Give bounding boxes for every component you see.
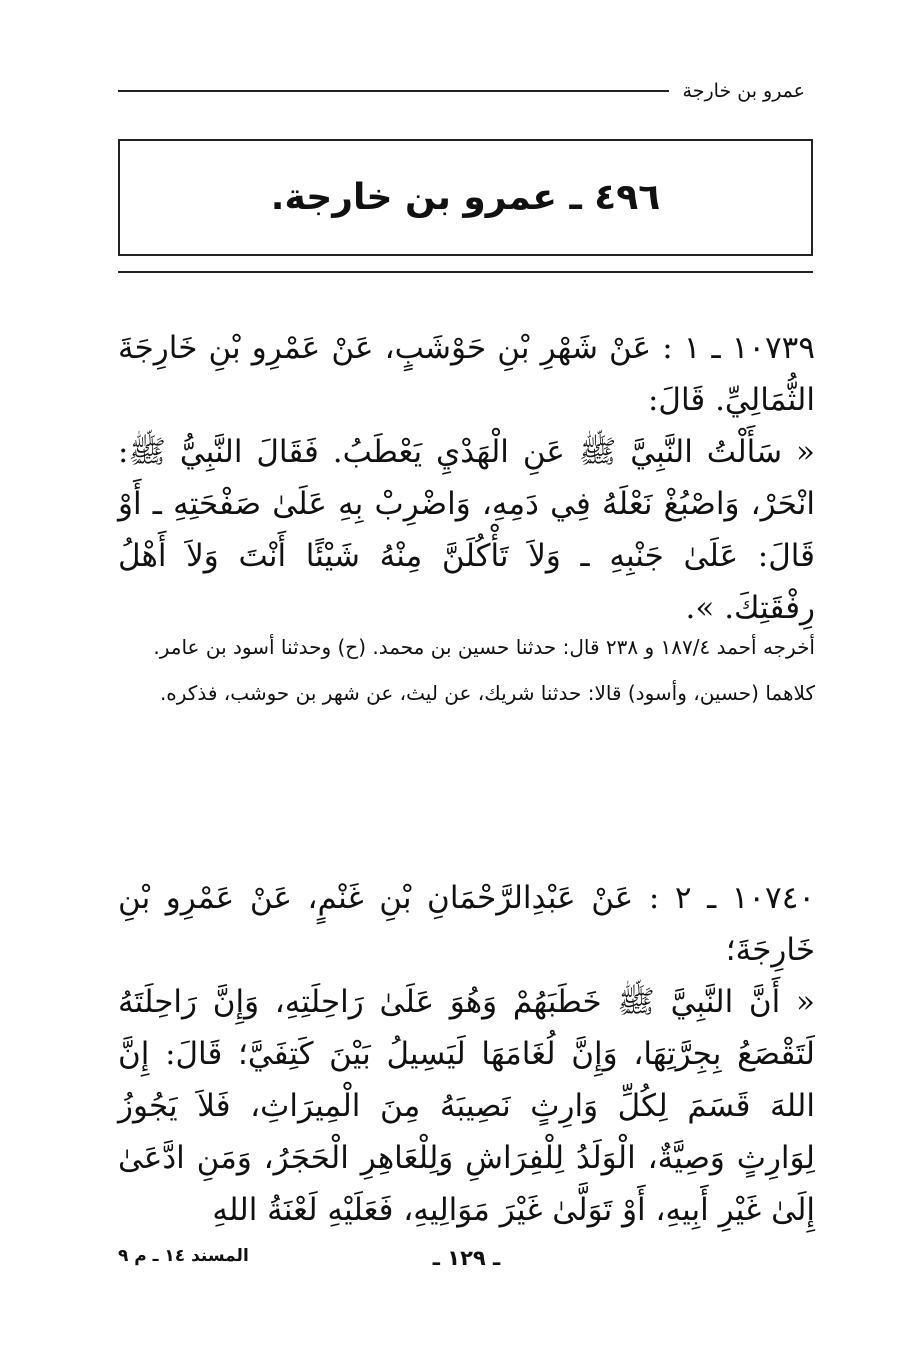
hadith-matn: « سَأَلْتُ النَّبِيَّ ﷺ عَنِ الْهَدْيِ يَعْطَبُ. فَقَالَ النَّبِيُّ ﷺ: انْحَرْ، وَاصْبُغْ نَعْلَهُ فِي دَمِهِ، وَاضْرِبْ بِهِ عَلَىٰ صَفْحَتِهِ ـ أَوْ قَالَ: عَلَىٰ جَنْبِهِ ـ وَلاَ تَأْكُلَنَّ مِنْهُ شَيْئًا أَنْتَ وَلاَ أَهْلُ رِفْقَتِكَ. ». <box>118 434 815 626</box>
hadith-10739 <box>118 322 815 634</box>
hadith-matn: « أَنَّ النَّبِيَّ ﷺ خَطَبَهُمْ وَهُوَ عَلَىٰ رَاحِلَتِهِ، وَإِنَّ رَاحِلَتَهُ لَتَقْصَعُ بِجِرَّتِهَا، وَإِنَّ لُغَامَهَا لَيَسِيلُ بَيْنَ كَتِفَيَّ؛ قَالَ: إِنَّ اللهَ قَسَمَ لِكُلِّ وَارِثٍ نَصِيبَهُ مِنَ الْمِيرَاثِ، فَلاَ يَجُوزُ لِوَارِثٍ وَصِيَّةٌ، الْوَلَدُ لِلْفِرَاشِ وَلِلْعَاهِرِ الْحَجَرُ، وَمَنِ ادَّعَىٰ إِلَىٰ غَيْرِ أَبِيهِ، أَوْ تَوَلَّىٰ غَيْرَ مَوَالِيهِ، فَعَلَيْهِ لَعْنَةُ اللهِ <box>118 984 815 1228</box>
chapter-title: ٤٩٦ ـ عمرو بن خارجة. <box>270 177 661 218</box>
chapter-divider <box>118 271 813 273</box>
hadith-isnad: ١٠٧٣٩ ـ ١ : عَنْ شَهْرِ بْنِ حَوْشَبٍ، عَنْ عَمْرِو بْنِ خَارِجَةَ الثُّمَالِيِّ. قَالَ: <box>118 330 815 418</box>
chapter-title-box <box>118 139 813 256</box>
takhrij-note <box>118 628 815 720</box>
header-rule <box>118 90 669 92</box>
hadith-isnad: ١٠٧٤٠ ـ ٢ : عَنْ عَبْدِالرَّحْمَانِ بْنِ غَنْمٍ، عَنْ عَمْرِو بْنِ خَارِجَةَ؛ <box>118 880 816 968</box>
hadith-10740 <box>118 872 815 1236</box>
takhrij-line: أخرجه أحمد ١٨٧/٤ و ٢٣٨ قال: حدثنا حسين بن محمد. (ح) وحدثنا أسود بن عامر. <box>153 635 815 659</box>
printer-signature: المسند ١٤ ـ م ٩ <box>118 1246 249 1266</box>
page-footer <box>118 1246 815 1280</box>
running-title: عمرو بن خارجة <box>682 80 805 102</box>
takhrij-line: كلاهما (حسين، وأسود) قالا: حدثنا شريك، عن ليث، عن شهر بن حوشب، فذكره. <box>159 681 815 705</box>
page-number: ـ ١٢٩ ـ <box>432 1246 501 1270</box>
running-header <box>118 80 805 102</box>
